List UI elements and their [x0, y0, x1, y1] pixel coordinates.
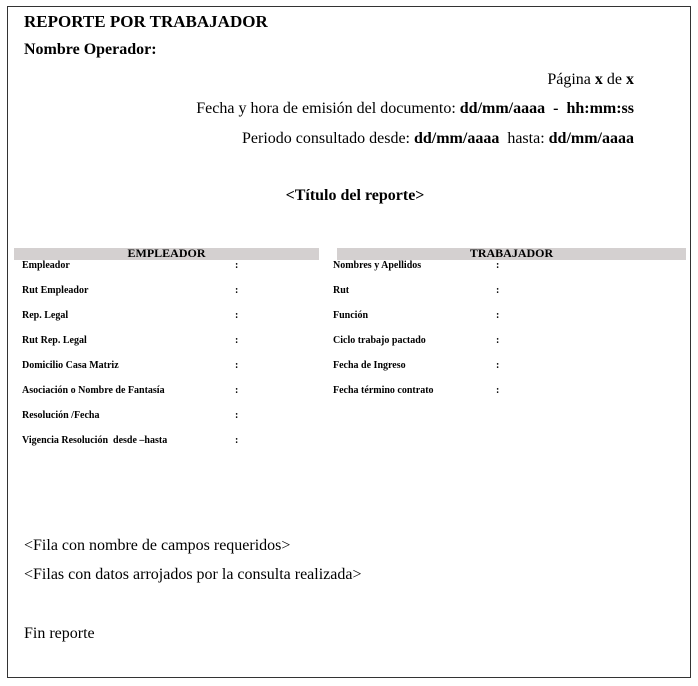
worker-field-colon: :: [496, 335, 500, 346]
worker-field-colon: :: [496, 285, 500, 296]
worker-field-label: Función: [333, 310, 369, 321]
employer-field-colon: :: [235, 410, 239, 421]
employer-section-header: [14, 248, 319, 260]
worker-field-label: Fecha término contrato: [333, 385, 434, 396]
period-from-value: dd/mm/aaaa: [413, 130, 500, 147]
employer-field-label: Domicilio Casa Matriz: [22, 360, 119, 371]
employer-field-label: Empleador: [22, 260, 70, 271]
report-title-placeholder: <Título del reporte>: [285, 187, 425, 204]
employer-field-colon: :: [235, 260, 239, 271]
operator-label: Nombre Operador:: [24, 41, 157, 58]
page-current: x: [594, 71, 603, 88]
page-indicator: [547, 71, 634, 89]
worker-heading: TRABAJADOR: [469, 246, 554, 260]
employer-field-label: Rep. Legal: [22, 310, 69, 321]
query-period: [242, 130, 634, 148]
worker-field-colon: :: [496, 385, 500, 396]
issue-datetime: [196, 100, 634, 118]
report-end: Fin reporte: [24, 625, 95, 642]
employer-field-label: Rut Empleador: [22, 285, 89, 296]
issue-datetime-label: Fecha y hora de emisión del documento:: [196, 100, 460, 117]
employer-field-colon: :: [235, 310, 239, 321]
page-prefix: Página: [547, 71, 595, 88]
issue-datetime-value: dd/mm/aaaa - hh:mm:ss: [459, 100, 634, 117]
data-rows-placeholder: <Filas con datos arrojados por la consulta realizada>: [24, 566, 362, 583]
period-from-label: Periodo consultado desde:: [242, 130, 414, 147]
employer-field-colon: :: [235, 435, 239, 446]
period-to-label: hasta:: [499, 130, 549, 147]
worker-field-label: Ciclo trabajo pactado: [333, 335, 426, 346]
worker-field-label: Nombres y Apellidos: [333, 260, 422, 271]
worker-field-label: Rut: [333, 285, 350, 296]
period-to-value: dd/mm/aaaa: [548, 130, 634, 147]
worker-field-colon: :: [496, 310, 500, 321]
employer-field-colon: :: [235, 335, 239, 346]
worker-field-label: Fecha de Ingreso: [333, 360, 406, 371]
employer-field-label: Rut Rep. Legal: [22, 335, 87, 346]
worker-field-colon: :: [496, 260, 500, 271]
employer-field-label: Vigencia Resolución desde –hasta: [22, 435, 168, 446]
employer-field-label: Asociación o Nombre de Fantasía: [22, 385, 165, 396]
employer-field-label: Resolución /Fecha: [22, 410, 100, 421]
employer-field-colon: :: [235, 385, 239, 396]
page-separator: de: [602, 71, 626, 88]
report-main-title: REPORTE POR TRABAJADOR: [24, 12, 268, 31]
employer-field-colon: :: [235, 285, 239, 296]
worker-section-header: [337, 248, 686, 260]
employer-heading: EMPLEADOR: [127, 246, 206, 260]
page-total: x: [626, 71, 634, 88]
employer-field-colon: :: [235, 360, 239, 371]
fields-row-placeholder: <Fila con nombre de campos requeridos>: [24, 537, 291, 554]
worker-field-colon: :: [496, 360, 500, 371]
